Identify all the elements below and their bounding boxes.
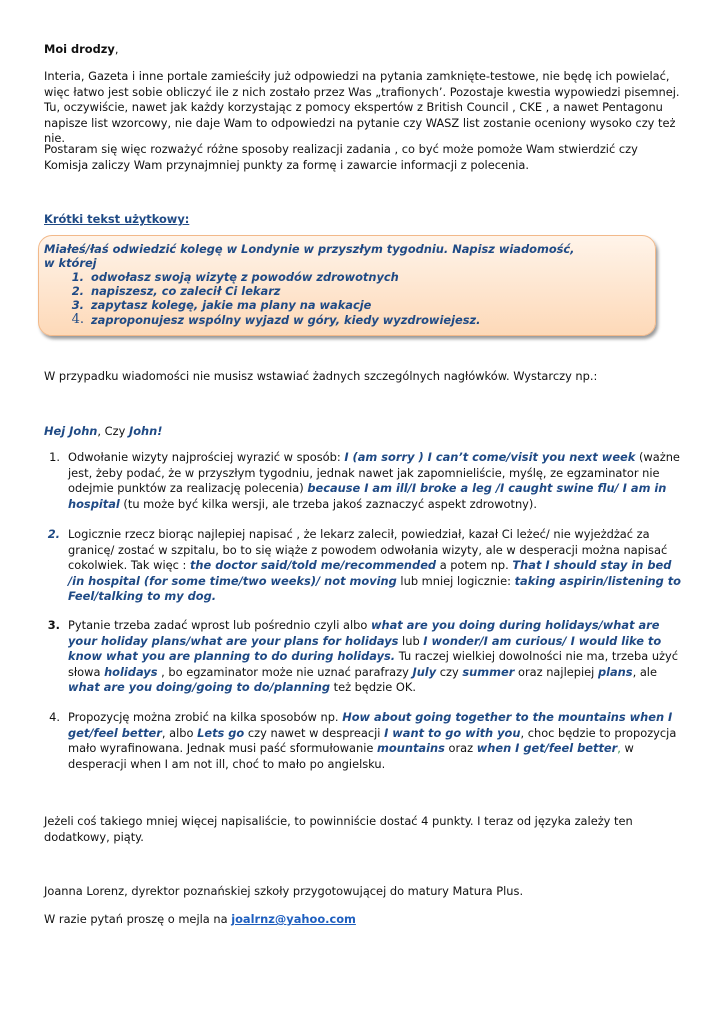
example-phrase: Hej John	[44, 424, 98, 438]
example-phrase: I wonder/I am curious/ I would like to know what you are planning to do during holidays.	[68, 633, 662, 663]
point-1	[49, 450, 682, 512]
text-run: , ale	[632, 664, 657, 679]
text-run: czy nawet w despreacji	[244, 725, 385, 740]
example-phrase: plans	[597, 664, 633, 679]
text-run: Postaram się więc rozważyć różne sposoby realizacji zadania , co być może pomoże Wam stwierdzić czy Komisja zaliczy Wam przynajmniej punkty za formę i zawarcie informacji z polecenia.	[44, 142, 638, 172]
task-item-number: 1.	[71, 270, 84, 284]
text-run: Odwołanie wizyty najprościej wyrazić w sposób:	[68, 450, 345, 464]
text-run: Tu raczej wielkiej dowolności nie ma, trzeba użyć słowa	[68, 649, 679, 679]
example-phrase: because I am ill/I broke a leg /I caught swine flu/ I am in hospital	[68, 481, 667, 511]
text-run: Moi drodzy	[44, 42, 115, 56]
point-text	[68, 618, 682, 696]
point-4	[49, 710, 682, 772]
email-link[interactable]: joalrnz@yahoo.com	[231, 912, 356, 926]
contact-text: W razie pytań proszę o mejla na	[44, 912, 232, 926]
point-text	[68, 450, 682, 512]
salutation-example	[44, 424, 682, 440]
text-run: ,	[114, 42, 119, 56]
text-run: , Czy	[97, 424, 129, 438]
task-item-number: 2.	[71, 284, 84, 298]
example-phrase: How about going together to the mountains when I get/feel better	[68, 710, 673, 740]
text-run: Pytanie trzeba zadać wprost lub pośrednio czyli albo	[68, 618, 371, 632]
intro-paragraph-1	[44, 69, 682, 147]
task-prompt-cont: w której	[44, 256, 97, 270]
example-phrase: taking aspirin/listening to Feel/talking to my dog.	[68, 573, 681, 603]
point-text	[68, 527, 682, 605]
example-phrase: July	[412, 664, 437, 679]
contact-line	[44, 912, 682, 928]
example-phrase: John!	[128, 424, 163, 438]
task-item-text: zaproponujesz wspólny wyjazd w góry, kiedy wyzdrowiejesz.	[91, 313, 481, 327]
text-run: , albo	[161, 725, 198, 740]
text-run: lub mniej logicznie:	[396, 573, 515, 588]
task-item-text: zapytasz kolegę, jakie ma plany na wakacje	[91, 298, 372, 312]
text-run: (tu może być kilka wersji, ale trzeba jakoś zaznaczyć aspekt zdrowotny).	[119, 496, 537, 511]
text-run: lub	[398, 633, 424, 648]
example-phrase: Lets go	[197, 725, 245, 740]
point-3	[47, 618, 682, 696]
example-phrase: mountains	[377, 741, 445, 755]
point-number: 1.	[49, 450, 60, 464]
text-run: oraz najlepiej	[514, 664, 598, 679]
text-run: W przypadku wiadomości nie musisz wstawiać żadnych szczególnych nagłówków. Wystarczy np.:	[44, 369, 598, 383]
greeting	[44, 42, 682, 58]
text-run: , bo egzaminator może nie uznać parafrazy	[157, 664, 413, 679]
section-heading: Krótki tekst użytkowy:	[44, 212, 190, 226]
point-2	[47, 527, 682, 605]
point-number: 3.	[47, 618, 60, 632]
text-run: Propozycję można zrobić na kilka sposobów np.	[68, 710, 343, 724]
text-run: (ważne jest, żeby podać, że w przyszłym tygodniu, jednak nawet jak zapomnieliście, myślę, ze egzaminator nie odejmie punktów za realizację polecenia)	[68, 450, 680, 495]
task-item	[68, 270, 644, 284]
note-paragraph	[44, 369, 682, 385]
text-run: , choc będzie to propozycja mało wyrafinowana. Jednak musi paść sformułowanie	[68, 725, 677, 755]
task-item	[68, 313, 644, 327]
example-phrase: the doctor said/told me/recommended	[189, 558, 437, 572]
task-item-text: napiszesz, co zalecił Ci lekarz	[91, 284, 281, 298]
text-run: Logicznie rzecz biorąc najlepiej napisać , że lekarz zalecił, powiedział, kazał Ci leżeć/ nie wyjeżdżać za granicę/ zostać w szpitalu, bo to się wiąże z powodem odwołania wizyty, ale w desperacji można napisać cokolwiek. Tak więc :	[68, 527, 668, 572]
point-text	[68, 710, 682, 772]
text-run: czy	[436, 664, 463, 679]
text-run: oraz	[444, 741, 477, 755]
task-item-number: 4.	[71, 312, 84, 327]
point-number: 2.	[47, 527, 60, 541]
text-run: a potem np.	[436, 558, 513, 572]
text-run: Joanna Lorenz, dyrektor poznańskiej szkoły przygotowującej do matury Matura Plus.	[44, 884, 524, 898]
intro-paragraph-2	[44, 142, 682, 173]
example-phrase: That I should stay in bed /in hospital (for some time/two weeks)/ not moving	[68, 558, 672, 588]
example-phrase: holidays	[104, 664, 158, 679]
text-run: Interia, Gazeta i inne portale zamieściły już odpowiedzi na pytania zamknięte-testowe, nie będę ich powielać, więc łatwo jest sobie obliczyć ile z nich zostało przez Was „trafionych’. Pozostaje kwestia wypowiedzi pisemnej. Tu, oczywiście, nawet jak każdy korzystając z pomocy ekspertów z British Council , CKE , a nawet Pentagonu napisze list wzorcowy, nie daje Wam to odpowiedzi na pytanie czy WASZ list zostanie oceniony wysoko czy też nie.	[44, 69, 680, 145]
example-phrase: what are you doing/going to do/planning	[68, 680, 330, 694]
text-run: Jeżeli coś takiego mniej więcej napisaliście, to powinniście dostać 4 punkty. I teraz od języka zależy ten dodatkowy, piąty.	[44, 814, 633, 844]
task-box	[38, 235, 656, 336]
example-phrase: I want to go with you	[384, 725, 521, 740]
task-item	[68, 284, 644, 298]
example-phrase: I (am sorry ) I can’t come/visit you next week	[344, 450, 636, 464]
task-prompt: Miałeś/łaś odwiedzić kolegę w Londynie w przyszłym tygodniu. Napisz wiadomość,	[44, 242, 575, 256]
example-phrase: summer	[462, 664, 515, 679]
text-run: ,	[617, 741, 621, 755]
signature	[44, 884, 682, 900]
example-phrase: when I get/feel better	[476, 741, 618, 755]
text-run: też będzie OK.	[329, 680, 416, 694]
task-item-text: odwołasz swoją wizytę z powodów zdrowotnych	[91, 270, 399, 284]
example-phrase: what are you doing during holidays/what are your holiday plans/what are your plans for holidays	[68, 618, 660, 648]
task-item-number: 3.	[71, 298, 84, 312]
point-number: 4.	[49, 710, 60, 724]
text-run: w desperacji when I am not ill, choć to mało po angielsku.	[68, 741, 634, 771]
closing-paragraph	[44, 814, 682, 845]
task-item	[68, 298, 644, 312]
